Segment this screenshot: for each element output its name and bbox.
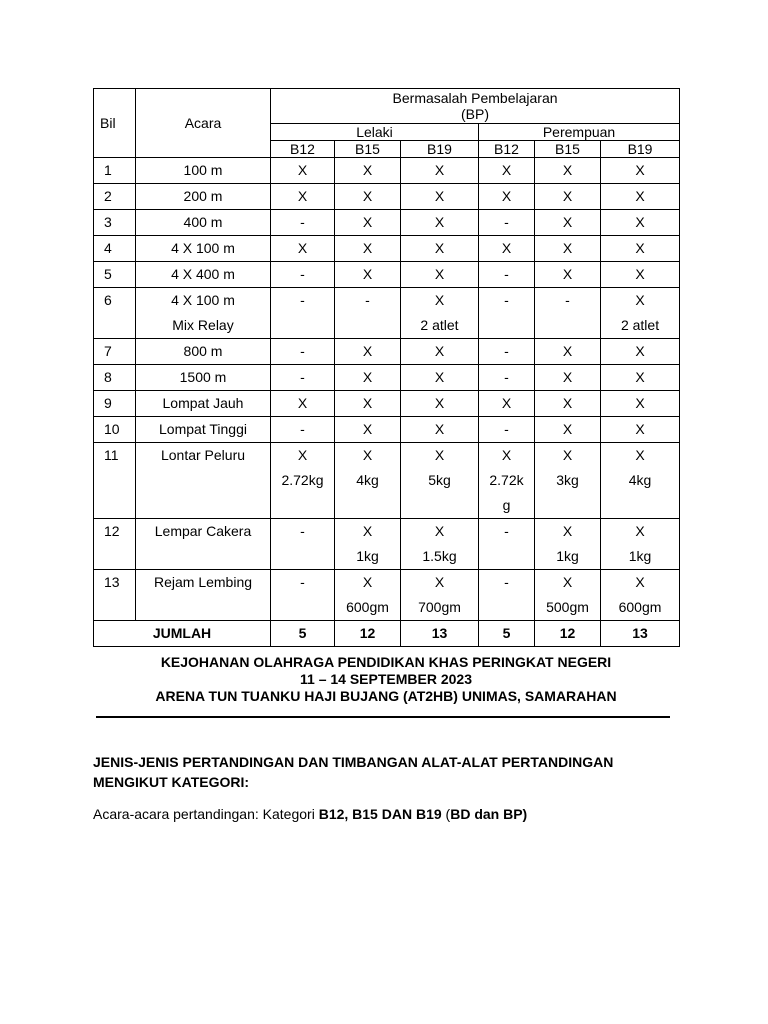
row-cell: [601, 519, 680, 570]
para-types: BD dan BP): [450, 806, 528, 822]
row-bil: 13: [94, 570, 136, 621]
cell-line: X: [501, 395, 512, 411]
row-cell: [601, 443, 680, 519]
row-acara: [136, 184, 271, 210]
cell-line: -: [365, 292, 370, 308]
cell-line: -: [504, 421, 509, 437]
section-title-line2: MENGIKUT KATEGORI:: [93, 774, 250, 790]
cell-line: X: [362, 162, 373, 178]
row-bil: 1: [94, 158, 136, 184]
total-label: JUMLAH: [94, 621, 271, 647]
row-cell: [271, 443, 335, 519]
row-cell: [271, 262, 335, 288]
cell-line: X: [434, 343, 445, 359]
cell-line: 2.72k: [489, 472, 524, 488]
cell-line: X: [434, 574, 445, 590]
cell-line: X: [434, 188, 445, 204]
header-group-line2: (BP): [461, 106, 490, 122]
row-cell: [535, 262, 601, 288]
cell-line: X: [362, 188, 373, 204]
acara-line: 4 X 100 m: [171, 240, 235, 256]
row-cell: [335, 184, 401, 210]
cell-line: X: [562, 421, 573, 437]
row-cell: [271, 365, 335, 391]
row-acara: [136, 339, 271, 365]
cell-line: -: [300, 574, 305, 590]
row-cell: [271, 391, 335, 417]
row-cell: [601, 570, 680, 621]
cell-line: -: [300, 343, 305, 359]
para-mid: (: [441, 806, 451, 822]
cell-line: X: [434, 292, 445, 308]
row-cell: [401, 339, 479, 365]
row-bil: 12: [94, 519, 136, 570]
cell-line: 2.72kg: [281, 472, 324, 488]
table-row: [94, 236, 680, 262]
row-cell: [535, 184, 601, 210]
row-cell: [335, 570, 401, 621]
row-cell: [535, 236, 601, 262]
row-cell: [535, 519, 601, 570]
cell-line: X: [635, 162, 645, 178]
cell-line: 1kg: [628, 548, 652, 564]
row-cell: [401, 288, 479, 339]
header-col: B12: [271, 141, 335, 158]
heading-line1: KEJOHANAN OLAHRAGA PENDIDIKAN KHAS PERINGKAT NEGERI: [160, 654, 612, 670]
total-row: [94, 621, 680, 647]
row-cell: [401, 210, 479, 236]
row-acara: [136, 570, 271, 621]
table-row: [94, 365, 680, 391]
row-cell: [535, 391, 601, 417]
acara-line: Lompat Jauh: [162, 395, 244, 411]
cell-line: X: [562, 369, 573, 385]
acara-line: Lompat Tinggi: [159, 421, 247, 437]
cell-line: 700gm: [418, 599, 461, 615]
cell-line: X: [434, 162, 445, 178]
row-cell: [401, 443, 479, 519]
row-cell: [271, 236, 335, 262]
row-cell: [479, 443, 535, 519]
cell-line: X: [362, 523, 373, 539]
cell-line: X: [501, 162, 512, 178]
para-categories: B12, B15 DAN B19: [318, 806, 442, 822]
row-acara: [136, 262, 271, 288]
row-cell: [601, 184, 680, 210]
cell-line: X: [635, 369, 645, 385]
row-cell: [535, 570, 601, 621]
row-cell: [335, 519, 401, 570]
cell-line: X: [635, 447, 645, 463]
row-cell: [479, 570, 535, 621]
row-acara: [136, 391, 271, 417]
row-cell: [601, 158, 680, 184]
row-cell: [479, 184, 535, 210]
row-cell: [479, 288, 535, 339]
table-row: [94, 184, 680, 210]
row-cell: [479, 391, 535, 417]
acara-line: 4 X 100 m: [171, 292, 235, 308]
total-value: 5: [479, 621, 535, 647]
cell-line: X: [362, 343, 373, 359]
acara-line: 200 m: [183, 188, 223, 204]
row-cell: [335, 210, 401, 236]
row-cell: [479, 339, 535, 365]
row-cell: [601, 236, 680, 262]
row-cell: [401, 236, 479, 262]
cell-line: X: [562, 447, 573, 463]
cell-line: X: [501, 447, 512, 463]
table-row: [94, 570, 680, 621]
row-acara: [136, 519, 271, 570]
cell-line: 1.5kg: [422, 548, 457, 564]
divider-rule: [96, 716, 670, 718]
cell-line: X: [562, 574, 573, 590]
cell-line: X: [297, 188, 308, 204]
row-cell: [535, 288, 601, 339]
row-cell: [535, 417, 601, 443]
header-acara: Acara: [136, 89, 271, 158]
cell-line: X: [562, 240, 573, 256]
row-cell: [401, 184, 479, 210]
cell-line: X: [635, 523, 645, 539]
cell-line: 1kg: [556, 548, 579, 564]
cell-line: X: [562, 214, 573, 230]
table-row: [94, 391, 680, 417]
cell-line: X: [434, 266, 445, 282]
row-acara: [136, 365, 271, 391]
cell-line: X: [362, 369, 373, 385]
header-col: B15: [335, 141, 401, 158]
table-row: [94, 443, 680, 519]
cell-line: 500gm: [546, 599, 589, 615]
cell-line: 4kg: [356, 472, 379, 488]
cell-line: X: [562, 395, 573, 411]
cell-line: 600gm: [346, 599, 389, 615]
cell-line: X: [434, 240, 445, 256]
section-title: [93, 752, 693, 792]
cell-line: X: [434, 214, 445, 230]
acara-line: 1500 m: [179, 369, 227, 385]
row-cell: [601, 417, 680, 443]
cell-line: X: [434, 369, 445, 385]
cell-line: X: [635, 343, 645, 359]
row-cell: [535, 158, 601, 184]
cell-line: -: [300, 369, 305, 385]
row-cell: [401, 417, 479, 443]
row-cell: [335, 417, 401, 443]
cell-line: X: [362, 266, 373, 282]
row-bil: 7: [94, 339, 136, 365]
header-col: B15: [535, 141, 601, 158]
cell-line: -: [300, 292, 305, 308]
row-cell: [601, 288, 680, 339]
row-bil: 6: [94, 288, 136, 339]
row-cell: [335, 365, 401, 391]
row-cell: [401, 262, 479, 288]
event-heading: [93, 654, 679, 705]
table-row: [94, 339, 680, 365]
row-cell: [271, 184, 335, 210]
acara-line: 800 m: [183, 343, 223, 359]
cell-line: X: [362, 214, 373, 230]
cell-line: X: [562, 188, 573, 204]
header-group-line1: Bermasalah Pembelajaran: [392, 90, 558, 106]
row-cell: [271, 339, 335, 365]
row-cell: [271, 210, 335, 236]
cell-line: X: [297, 162, 308, 178]
row-cell: [401, 519, 479, 570]
header-group: [271, 89, 680, 124]
cell-line: X: [501, 240, 512, 256]
row-cell: [335, 339, 401, 365]
cell-line: X: [434, 395, 445, 411]
para-prefix: Acara-acara pertandingan: Kategori: [93, 806, 319, 822]
acara-line: 4 X 400 m: [171, 266, 235, 282]
cell-line: X: [297, 240, 308, 256]
row-cell: [335, 236, 401, 262]
acara-line: Lontar Peluru: [160, 447, 246, 463]
table-row: [94, 417, 680, 443]
cell-line: -: [300, 523, 305, 539]
total-value: 12: [535, 621, 601, 647]
row-cell: [479, 210, 535, 236]
row-cell: [535, 365, 601, 391]
row-acara: [136, 288, 271, 339]
row-cell: [335, 443, 401, 519]
row-cell: [401, 158, 479, 184]
row-bil: 9: [94, 391, 136, 417]
row-bil: 10: [94, 417, 136, 443]
row-bil: 11: [94, 443, 136, 519]
cell-line: X: [562, 343, 573, 359]
row-cell: [401, 391, 479, 417]
total-value: 12: [335, 621, 401, 647]
row-cell: [479, 365, 535, 391]
heading-line2: 11 – 14 SEPTEMBER 2023: [300, 671, 472, 687]
heading-line3: ARENA TUN TUANKU HAJI BUJANG (AT2HB) UNIMAS, SAMARAHAN: [155, 688, 617, 704]
cell-line: -: [504, 369, 509, 385]
cell-line: X: [501, 188, 512, 204]
row-cell: [479, 262, 535, 288]
cell-line: 2 atlet: [420, 317, 459, 333]
header-bil: Bil: [94, 89, 136, 158]
cell-line: 4kg: [628, 472, 652, 488]
row-cell: [479, 417, 535, 443]
row-cell: [535, 443, 601, 519]
row-bil: 8: [94, 365, 136, 391]
cell-line: X: [562, 523, 573, 539]
cell-line: X: [434, 523, 445, 539]
cell-line: 1kg: [356, 548, 379, 564]
row-bil: 5: [94, 262, 136, 288]
table-row: [94, 519, 680, 570]
row-cell: [535, 210, 601, 236]
cell-line: X: [635, 292, 645, 308]
cell-line: X: [434, 421, 445, 437]
events-table: [93, 88, 680, 647]
acara-line: 100 m: [183, 162, 223, 178]
cell-line: -: [300, 421, 305, 437]
cell-line: -: [300, 266, 305, 282]
row-cell: [479, 236, 535, 262]
cell-line: X: [362, 395, 373, 411]
row-acara: [136, 236, 271, 262]
row-cell: [601, 262, 680, 288]
row-cell: [601, 365, 680, 391]
cell-line: -: [565, 292, 570, 308]
cell-line: -: [504, 523, 509, 539]
cell-line: X: [297, 447, 308, 463]
row-cell: [335, 262, 401, 288]
table-row: [94, 262, 680, 288]
row-cell: [335, 391, 401, 417]
total-value: 13: [601, 621, 680, 647]
acara-line: Mix Relay: [172, 317, 234, 333]
row-bil: 4: [94, 236, 136, 262]
header-perempuan: Perempuan: [479, 124, 680, 141]
cell-line: 2 atlet: [620, 317, 660, 333]
row-bil: 2: [94, 184, 136, 210]
row-cell: [271, 158, 335, 184]
cell-line: X: [635, 188, 645, 204]
cell-line: X: [635, 421, 645, 437]
row-cell: [271, 570, 335, 621]
row-cell: [479, 519, 535, 570]
cell-line: -: [504, 266, 509, 282]
cell-line: X: [362, 240, 373, 256]
row-cell: [271, 288, 335, 339]
row-cell: [601, 391, 680, 417]
cell-line: X: [362, 447, 373, 463]
table-row: [94, 210, 680, 236]
section-title-line1: JENIS-JENIS PERTANDINGAN DAN TIMBANGAN ALAT-ALAT PERTANDINGAN: [93, 754, 614, 770]
category-paragraph: [93, 804, 693, 824]
cell-line: -: [504, 214, 509, 230]
cell-line: -: [300, 214, 305, 230]
cell-line: -: [504, 574, 509, 590]
cell-line: X: [562, 266, 573, 282]
row-acara: [136, 417, 271, 443]
cell-line: X: [635, 266, 645, 282]
header-col: B12: [479, 141, 535, 158]
cell-line: -: [504, 292, 509, 308]
header-col: B19: [401, 141, 479, 158]
cell-line: g: [502, 497, 511, 513]
cell-line: 5kg: [428, 472, 451, 488]
cell-line: X: [635, 240, 645, 256]
row-acara: [136, 158, 271, 184]
cell-line: 3kg: [556, 472, 579, 488]
row-cell: [271, 519, 335, 570]
acara-line: Lempar Cakera: [154, 523, 252, 539]
row-acara: [136, 210, 271, 236]
cell-line: -: [504, 343, 509, 359]
row-bil: 3: [94, 210, 136, 236]
cell-line: X: [362, 574, 373, 590]
cell-line: X: [434, 447, 445, 463]
row-acara: [136, 443, 271, 519]
total-value: 5: [271, 621, 335, 647]
total-value: 13: [401, 621, 479, 647]
cell-line: X: [635, 574, 645, 590]
header-col: B19: [601, 141, 680, 158]
header-lelaki: Lelaki: [271, 124, 479, 141]
acara-line: 400 m: [183, 214, 223, 230]
cell-line: 600gm: [618, 599, 662, 615]
row-cell: [401, 570, 479, 621]
cell-line: X: [362, 421, 373, 437]
row-cell: [335, 288, 401, 339]
acara-line: Rejam Lembing: [153, 574, 253, 590]
cell-line: X: [562, 162, 573, 178]
row-cell: [601, 210, 680, 236]
row-cell: [479, 158, 535, 184]
table-row: [94, 158, 680, 184]
table-row: [94, 288, 680, 339]
row-cell: [401, 365, 479, 391]
cell-line: X: [635, 395, 645, 411]
cell-line: X: [635, 214, 645, 230]
row-cell: [271, 417, 335, 443]
row-cell: [535, 339, 601, 365]
cell-line: X: [297, 395, 308, 411]
row-cell: [335, 158, 401, 184]
row-cell: [601, 339, 680, 365]
